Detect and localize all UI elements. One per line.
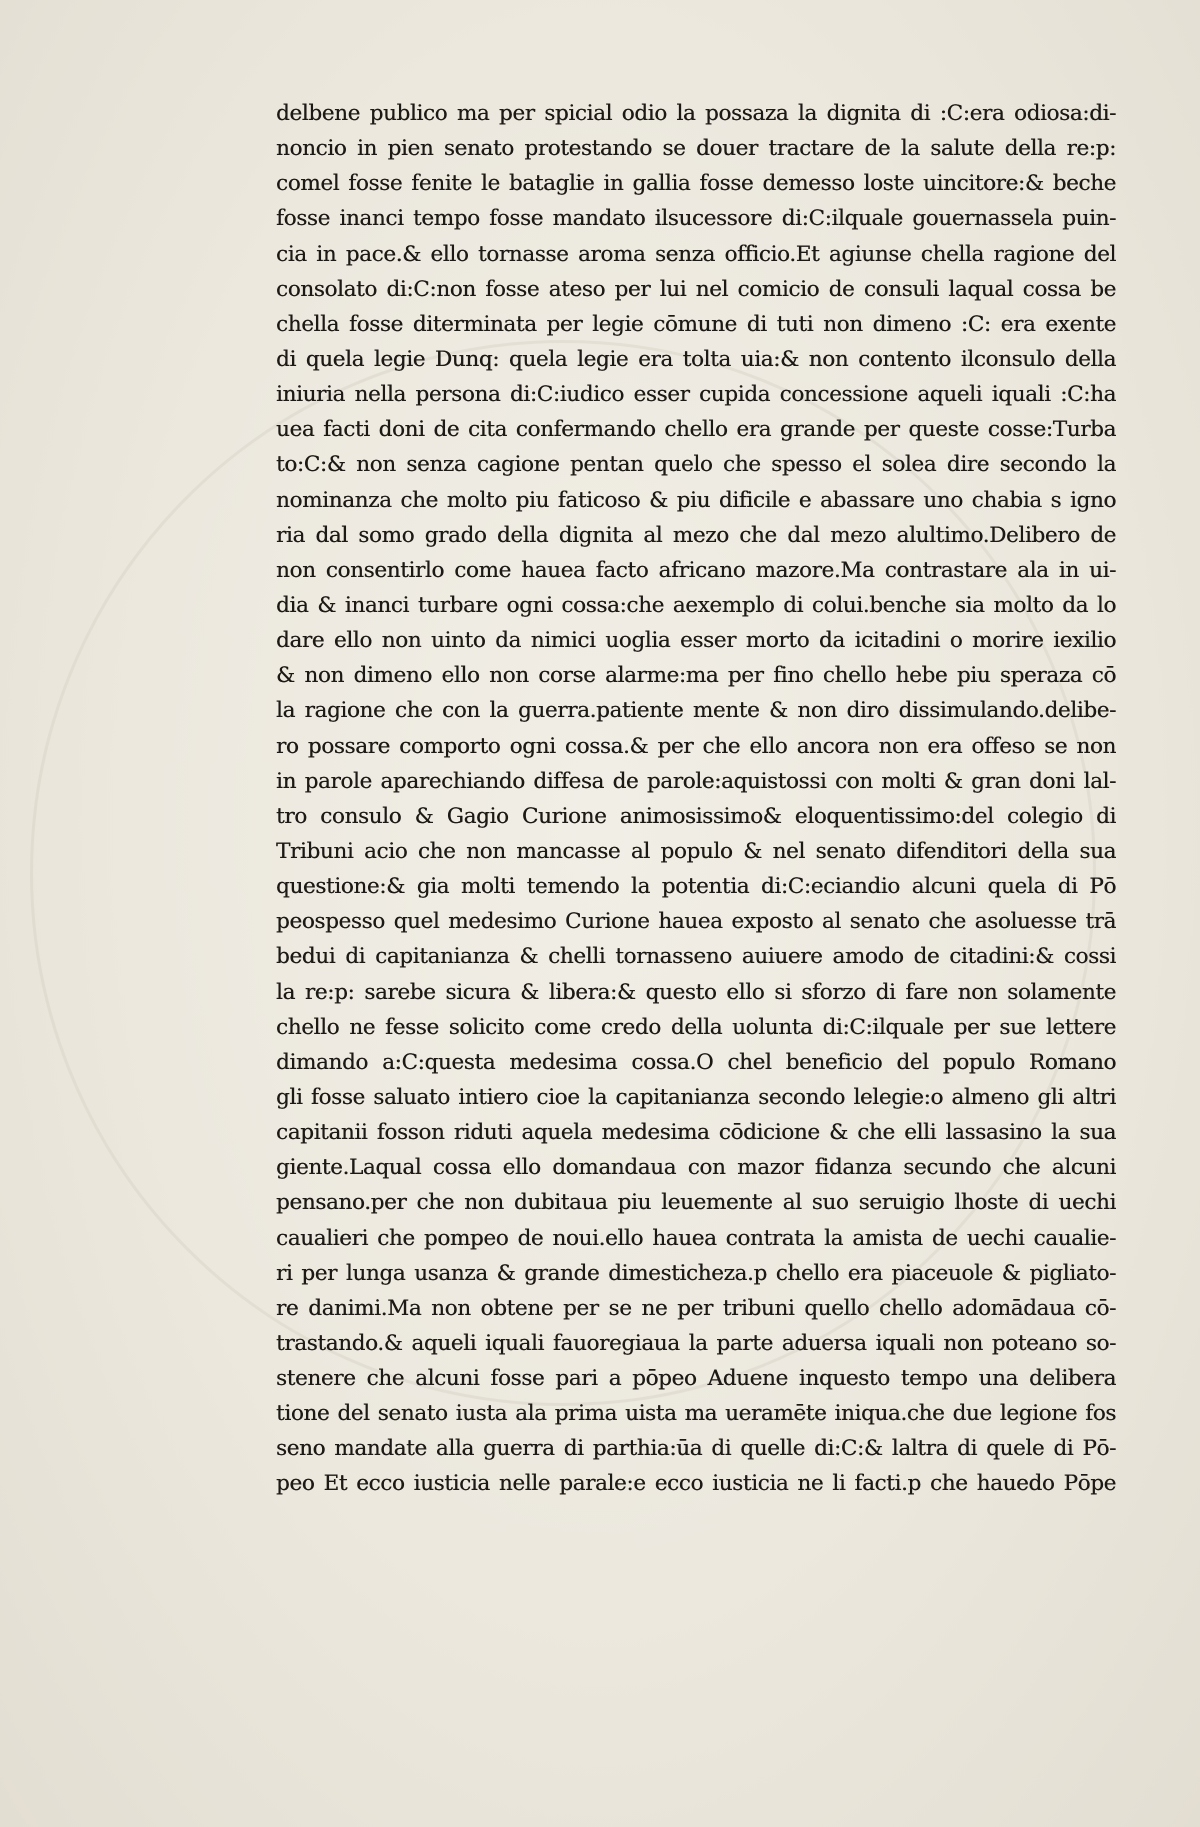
text-line: non consentirlo come hauea facto africano mazore.Ma contrastare ala in ui-: [276, 557, 1116, 583]
text-line: consolato di:C:non fosse ateso per lui nel comicio de consuli laqual cossa be: [276, 276, 1116, 302]
text-line: capitanii fosson riduti aquela medesima cōdicione & che elli lassasino la sua: [276, 1120, 1116, 1146]
text-line: chella fosse diterminata per legie cōmune di tuti non dimeno :C: era exente: [276, 311, 1116, 337]
text-line: ria dal somo grado della dignita al mezo che dal mezo alultimo.Delibero de: [276, 522, 1116, 548]
text-line: to:C:& non senza cagione pentan quelo che spesso el solea dire secondo la: [276, 452, 1116, 478]
text-line: gli fosse saluato intiero cioe la capitanianza secondo lelegie:o almeno gli altri: [276, 1084, 1116, 1110]
text-line: in parole aparechiando diffesa de parole:aquistossi con molti & gran doni lal-: [276, 768, 1116, 794]
text-line: ri per lunga usanza & grande dimesticheza.p chello era piaceuole & pigliato-: [276, 1260, 1116, 1286]
text-line: dimando a:C:questa medesima cossa.O chel beneficio del populo Romano: [276, 1049, 1116, 1075]
text-line: trastando.& aqueli iquali fauoregiaua la parte aduersa iquali non poteano so-: [276, 1330, 1116, 1356]
text-block: [276, 96, 1116, 1502]
text-line: tione del senato iusta ala prima uista ma ueramēte iniqua.che due legione fos: [276, 1401, 1116, 1427]
text-line: noncio in pien senato protestando se douer tractare de la salute della re:p:: [276, 136, 1116, 162]
text-line: di quela legie Dunq: quela legie era tolta uia:& non contento ilconsulo della: [276, 346, 1116, 372]
text-line: cia in pace.& ello tornasse aroma senza officio.Et agiunse chella ragione del: [276, 241, 1116, 267]
text-line: iniuria nella persona di:C:iudico esser cupida concessione aqueli iquali :C:ha: [276, 382, 1116, 408]
text-line: tro consulo & Gagio Curione animosissimo& eloquentissimo:del colegio di: [276, 803, 1116, 829]
text-line: dia & inanci turbare ogni cossa:che aexemplo di colui.benche sia molto da lo: [276, 592, 1116, 618]
text-line: la ragione che con la guerra.patiente mente & non diro dissimulando.delibe-: [276, 698, 1116, 724]
text-line: comel fosse fenite le bataglie in gallia fosse demesso loste uincitore:& beche: [276, 171, 1116, 197]
text-line: stenere che alcuni fosse pari a pōpeo Aduene inquesto tempo una delibera: [276, 1366, 1116, 1392]
text-line: seno mandate alla guerra di parthia:ūa di quelle di:C:& laltra di quele di Pō-: [276, 1436, 1116, 1462]
text-line: bedui di capitanianza & chelli tornasseno auiuere amodo de citadini:& cossi: [276, 944, 1116, 970]
text-line: & non dimeno ello non corse alarme:ma per fino chello hebe piu speraza cō: [276, 663, 1116, 689]
text-line: nominanza che molto piu faticoso & piu dificile e abassare uno chabia s igno: [276, 487, 1116, 513]
text-line: peospesso quel medesimo Curione hauea exposto al senato che asoluesse trā: [276, 909, 1116, 935]
text-line: chello ne fesse solicito come credo della uolunta di:C:ilquale per sue lettere: [276, 1014, 1116, 1040]
text-line: Tribuni acio che non mancasse al populo & nel senato difenditori della sua: [276, 838, 1116, 864]
text-line: caualieri che pompeo de noui.ello hauea contrata la amista de uechi caualie-: [276, 1225, 1116, 1251]
text-line: peo Et ecco iusticia nelle parale:e ecco iusticia ne li facti.p che hauedo Pōpe: [276, 1471, 1116, 1497]
text-line: giente.Laqual cossa ello domandaua con mazor fidanza secundo che alcuni: [276, 1155, 1116, 1181]
text-line: uea facti doni de cita confermando chello era grande per queste cosse:Turba: [276, 417, 1116, 443]
text-line: re danimi.Ma non obtene per se ne per tribuni quello chello adomādaua cō-: [276, 1295, 1116, 1321]
text-line: ro possare comporto ogni cossa.& per che ello ancora non era offeso se non: [276, 733, 1116, 759]
text-line: fosse inanci tempo fosse mandato ilsucessore di:C:ilquale gouernassela puin-: [276, 206, 1116, 232]
text-line: delbene publico ma per spicial odio la possaza la dignita di :C:era odiosa:di-: [276, 101, 1116, 126]
text-line: dare ello non uinto da nimici uoglia esser morto da icitadini o morire iexilio: [276, 628, 1116, 654]
text-line: la re:p: sarebe sicura & libera:& questo ello si sforzo di fare non solamente: [276, 979, 1116, 1005]
text-line: pensano.per che non dubitaua piu leuemente al suo seruigio lhoste di uechi: [276, 1190, 1116, 1216]
text-line: questione:& gia molti temendo la potentia di:C:eciandio alcuni quela di Pō: [276, 874, 1116, 900]
